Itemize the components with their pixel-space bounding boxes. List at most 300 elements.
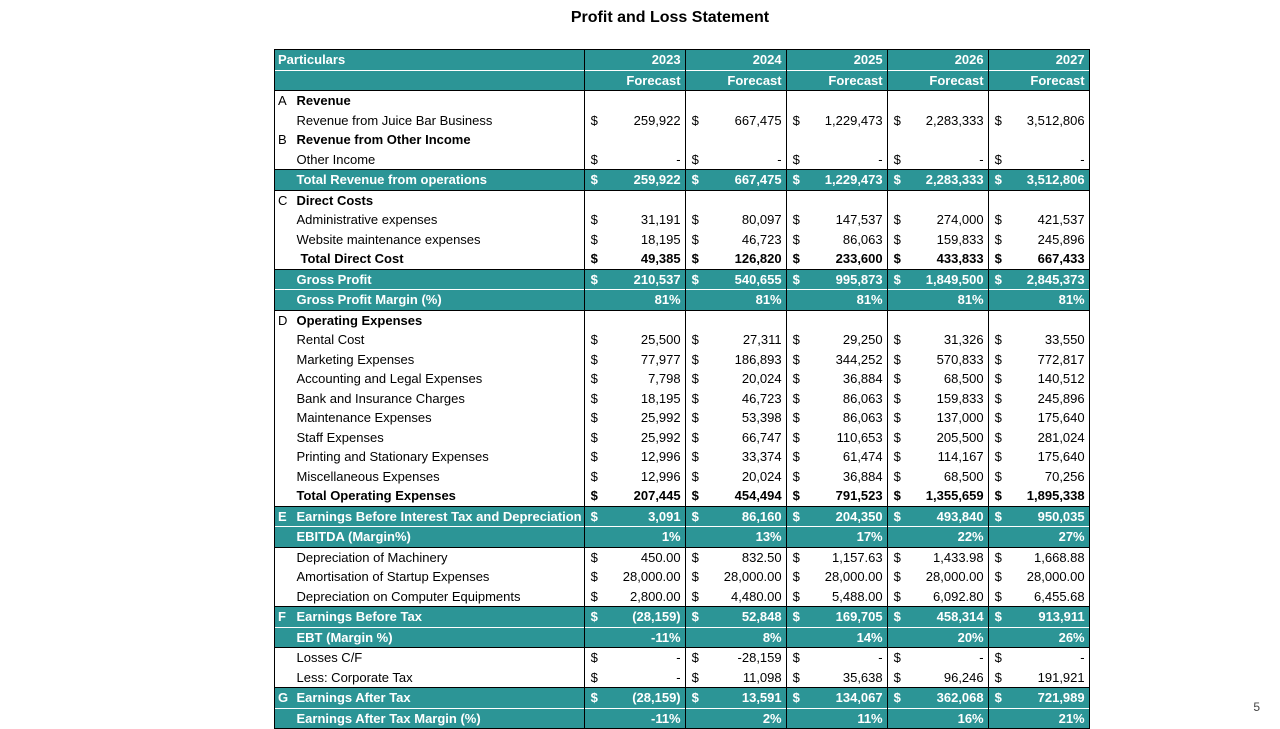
row-label: Revenue from Juice Bar Business bbox=[295, 111, 585, 131]
row-letter bbox=[275, 467, 295, 487]
row-label: Gross Profit Margin (%) bbox=[295, 290, 585, 311]
amount: 362,068 bbox=[936, 690, 984, 706]
row-letter bbox=[275, 269, 295, 290]
currency-symbol: $ bbox=[792, 690, 800, 705]
amount: 86,063 bbox=[842, 231, 883, 247]
amount: 11,098 bbox=[742, 669, 782, 685]
row-letter bbox=[275, 230, 295, 250]
currency-symbol: $ bbox=[994, 650, 1002, 665]
amount: 96,246 bbox=[943, 669, 984, 685]
value-cell bbox=[584, 150, 685, 170]
currency-symbol: $ bbox=[590, 112, 598, 128]
value-cell bbox=[887, 350, 988, 370]
value-cell bbox=[786, 688, 887, 709]
amount: 33,550 bbox=[1044, 332, 1085, 348]
value-cell bbox=[988, 447, 1089, 467]
value-cell bbox=[584, 428, 685, 448]
currency-symbol: $ bbox=[893, 488, 901, 503]
value-cell bbox=[988, 111, 1089, 131]
value-cell bbox=[584, 527, 685, 548]
value-cell bbox=[786, 467, 887, 487]
value-cell bbox=[988, 389, 1089, 409]
currency-symbol: $ bbox=[792, 488, 800, 503]
value-cell bbox=[988, 350, 1089, 370]
currency-symbol: $ bbox=[590, 172, 598, 187]
value-cell bbox=[584, 350, 685, 370]
amount: - bbox=[676, 151, 681, 167]
row-letter bbox=[275, 249, 295, 269]
amount: - bbox=[1080, 151, 1085, 167]
amount: 46,723 bbox=[741, 390, 782, 406]
value-cell bbox=[988, 627, 1089, 648]
amount: 110,653 bbox=[836, 429, 883, 445]
amount: 421,537 bbox=[1037, 212, 1085, 228]
value-cell bbox=[685, 648, 786, 668]
currency-symbol: $ bbox=[994, 151, 1002, 167]
value-cell bbox=[988, 506, 1089, 527]
table-row bbox=[275, 310, 1090, 330]
value-cell bbox=[988, 648, 1089, 668]
amount: 1,229,473 bbox=[824, 172, 883, 188]
currency-symbol: $ bbox=[691, 151, 699, 167]
value-cell bbox=[584, 708, 685, 729]
amount: 27% bbox=[1058, 529, 1085, 545]
value-cell bbox=[988, 130, 1089, 150]
row-label: Rental Cost bbox=[295, 330, 585, 350]
value-cell bbox=[584, 587, 685, 607]
row-label: Maintenance Expenses bbox=[295, 408, 585, 428]
table-row bbox=[275, 389, 1090, 409]
value-cell bbox=[584, 389, 685, 409]
currency-symbol: $ bbox=[994, 549, 1002, 565]
value-cell bbox=[786, 190, 887, 210]
currency-symbol: $ bbox=[691, 488, 699, 503]
currency-symbol: $ bbox=[590, 390, 598, 406]
row-label: Staff Expenses bbox=[295, 428, 585, 448]
amount: 344,252 bbox=[835, 351, 883, 367]
amount: 25,500 bbox=[640, 332, 681, 348]
amount: 137,000 bbox=[936, 410, 984, 426]
amount: 3,512,806 bbox=[1026, 172, 1085, 188]
amount: 17% bbox=[856, 529, 883, 545]
currency-symbol: $ bbox=[691, 429, 699, 445]
amount: 29,250 bbox=[842, 332, 883, 348]
table-row bbox=[275, 428, 1090, 448]
table-row bbox=[275, 150, 1090, 170]
row-label: Losses C/F bbox=[295, 648, 585, 668]
row-letter: C bbox=[275, 190, 295, 210]
amount: 86,063 bbox=[842, 410, 883, 426]
header-year-2024: 2024 bbox=[685, 50, 786, 71]
table-row bbox=[275, 607, 1090, 628]
currency-symbol: $ bbox=[994, 351, 1002, 367]
value-cell bbox=[988, 486, 1089, 506]
value-cell bbox=[887, 389, 988, 409]
amount: 20,024 bbox=[741, 371, 782, 387]
value-cell bbox=[584, 230, 685, 250]
currency-symbol: $ bbox=[691, 231, 699, 247]
row-letter bbox=[275, 350, 295, 370]
value-cell bbox=[685, 170, 786, 191]
table-row bbox=[275, 506, 1090, 527]
currency-symbol: $ bbox=[994, 690, 1002, 705]
amount: 80,097 bbox=[741, 212, 782, 228]
amount: 1,157.63 bbox=[832, 549, 883, 565]
amount: 33,374 bbox=[741, 449, 782, 465]
value-cell bbox=[786, 170, 887, 191]
amount: 2% bbox=[762, 710, 782, 726]
amount: 26% bbox=[1058, 629, 1085, 645]
currency-symbol: $ bbox=[893, 212, 901, 227]
currency-symbol: $ bbox=[994, 410, 1002, 425]
header-row-forecast bbox=[275, 70, 1090, 91]
row-label: Other Income bbox=[295, 150, 585, 170]
currency-symbol: $ bbox=[893, 569, 901, 584]
row-label: Marketing Expenses bbox=[295, 350, 585, 370]
currency-symbol: $ bbox=[590, 468, 598, 484]
table-row bbox=[275, 190, 1090, 210]
value-cell bbox=[685, 547, 786, 567]
currency-symbol: $ bbox=[893, 609, 901, 624]
table-row bbox=[275, 230, 1090, 250]
row-label: Earnings After Tax Margin (%) bbox=[295, 708, 585, 729]
value-cell bbox=[988, 688, 1089, 709]
row-label: Less: Corporate Tax bbox=[295, 668, 585, 688]
amount: -11% bbox=[650, 629, 681, 645]
currency-symbol: $ bbox=[792, 588, 800, 604]
currency-symbol: $ bbox=[792, 449, 800, 464]
value-cell bbox=[786, 389, 887, 409]
currency-symbol: $ bbox=[994, 212, 1002, 227]
table-row bbox=[275, 330, 1090, 350]
header-year-2026: 2026 bbox=[887, 50, 988, 71]
value-cell bbox=[988, 290, 1089, 311]
value-cell bbox=[786, 648, 887, 668]
amount: 995,873 bbox=[835, 271, 883, 287]
value-cell bbox=[887, 467, 988, 487]
amount: 186,893 bbox=[734, 351, 782, 367]
table-row bbox=[275, 210, 1090, 230]
amount: 36,884 bbox=[842, 371, 883, 387]
amount: 205,500 bbox=[936, 429, 984, 445]
value-cell bbox=[685, 527, 786, 548]
value-cell bbox=[786, 230, 887, 250]
row-letter bbox=[275, 486, 295, 506]
value-cell bbox=[786, 150, 887, 170]
amount: 772,817 bbox=[1037, 351, 1085, 367]
currency-symbol: $ bbox=[893, 549, 901, 565]
row-label: EBT (Margin %) bbox=[295, 627, 585, 648]
currency-symbol: $ bbox=[691, 371, 699, 386]
amount: 454,494 bbox=[734, 488, 782, 504]
table-row bbox=[275, 627, 1090, 648]
value-cell bbox=[786, 587, 887, 607]
value-cell bbox=[685, 230, 786, 250]
amount: 52,848 bbox=[741, 609, 782, 625]
value-cell bbox=[685, 369, 786, 389]
amount: -28,159 bbox=[737, 650, 782, 666]
amount: 81% bbox=[755, 292, 782, 308]
currency-symbol: $ bbox=[994, 371, 1002, 386]
row-label: Earnings After Tax bbox=[295, 688, 585, 709]
currency-symbol: $ bbox=[590, 351, 598, 367]
currency-symbol: $ bbox=[691, 271, 699, 287]
amount: 86,160 bbox=[741, 508, 782, 524]
table-row bbox=[275, 467, 1090, 487]
table-row bbox=[275, 648, 1090, 668]
value-cell bbox=[584, 249, 685, 269]
amount: 259,922 bbox=[633, 112, 681, 128]
row-label: Gross Profit bbox=[295, 269, 585, 290]
amount: 28,000.00 bbox=[723, 569, 782, 585]
value-cell bbox=[786, 130, 887, 150]
value-cell bbox=[685, 350, 786, 370]
value-cell bbox=[988, 210, 1089, 230]
amount: 134,067 bbox=[835, 690, 883, 706]
row-letter bbox=[275, 627, 295, 648]
value-cell bbox=[887, 91, 988, 111]
row-label: Bank and Insurance Charges bbox=[295, 389, 585, 409]
amount: 2,283,333 bbox=[925, 112, 984, 128]
value-cell bbox=[887, 627, 988, 648]
row-letter bbox=[275, 527, 295, 548]
value-cell bbox=[887, 190, 988, 210]
value-cell bbox=[887, 527, 988, 548]
currency-symbol: $ bbox=[792, 212, 800, 227]
table-row bbox=[275, 688, 1090, 709]
profit-loss-table bbox=[274, 49, 1090, 729]
amount: 27,311 bbox=[742, 332, 782, 348]
amount: 2,283,333 bbox=[925, 172, 984, 188]
currency-symbol: $ bbox=[792, 172, 800, 187]
amount: 667,475 bbox=[734, 112, 782, 128]
currency-symbol: $ bbox=[792, 468, 800, 484]
currency-symbol: $ bbox=[893, 371, 901, 386]
value-cell bbox=[887, 230, 988, 250]
value-cell bbox=[887, 688, 988, 709]
value-cell bbox=[887, 708, 988, 729]
amount: 28,000.00 bbox=[1026, 569, 1085, 585]
amount: 191,921 bbox=[1037, 669, 1085, 685]
currency-symbol: $ bbox=[691, 251, 699, 266]
amount: 3,512,806 bbox=[1026, 112, 1085, 128]
value-cell bbox=[584, 627, 685, 648]
value-cell bbox=[584, 567, 685, 587]
amount: 233,600 bbox=[835, 251, 883, 267]
value-cell bbox=[584, 688, 685, 709]
currency-symbol: $ bbox=[792, 332, 800, 347]
amount: 210,537 bbox=[633, 271, 681, 287]
amount: 11% bbox=[857, 710, 883, 726]
value-cell bbox=[786, 111, 887, 131]
row-label: Miscellaneous Expenses bbox=[295, 467, 585, 487]
currency-symbol: $ bbox=[691, 390, 699, 406]
row-label: Total Revenue from operations bbox=[295, 170, 585, 191]
amount: - bbox=[676, 669, 681, 685]
row-label: Total Direct Cost bbox=[295, 249, 585, 269]
amount: 13% bbox=[755, 529, 782, 545]
currency-symbol: $ bbox=[994, 468, 1002, 484]
header-year-2027: 2027 bbox=[988, 50, 1089, 71]
value-cell bbox=[887, 249, 988, 269]
value-cell bbox=[685, 249, 786, 269]
currency-symbol: $ bbox=[893, 271, 901, 287]
currency-symbol: $ bbox=[792, 271, 800, 287]
value-cell bbox=[786, 447, 887, 467]
amount: 81% bbox=[654, 292, 681, 308]
currency-symbol: $ bbox=[994, 449, 1002, 464]
currency-symbol: $ bbox=[893, 251, 901, 266]
currency-symbol: $ bbox=[590, 449, 598, 464]
value-cell bbox=[685, 389, 786, 409]
amount: 1% bbox=[661, 529, 681, 545]
currency-symbol: $ bbox=[691, 332, 699, 347]
amount: 950,035 bbox=[1037, 508, 1085, 524]
amount: 493,840 bbox=[936, 508, 984, 524]
amount: 175,640 bbox=[1037, 410, 1085, 426]
currency-symbol: $ bbox=[893, 151, 901, 167]
amount: 81% bbox=[856, 292, 883, 308]
amount: 18,195 bbox=[640, 390, 681, 406]
amount: 245,896 bbox=[1037, 390, 1085, 406]
value-cell bbox=[887, 310, 988, 330]
page-number: 5 bbox=[1253, 700, 1260, 714]
amount: 21% bbox=[1058, 710, 1085, 726]
amount: 46,723 bbox=[741, 231, 782, 247]
value-cell bbox=[786, 350, 887, 370]
currency-symbol: $ bbox=[893, 390, 901, 406]
value-cell bbox=[584, 486, 685, 506]
row-letter bbox=[275, 150, 295, 170]
value-cell bbox=[988, 230, 1089, 250]
amount: 28,000.00 bbox=[622, 569, 681, 585]
row-label: EBITDA (Margin%) bbox=[295, 527, 585, 548]
currency-symbol: $ bbox=[994, 669, 1002, 685]
row-letter bbox=[275, 111, 295, 131]
amount: - bbox=[777, 151, 782, 167]
value-cell bbox=[786, 91, 887, 111]
currency-symbol: $ bbox=[691, 690, 699, 705]
currency-symbol: $ bbox=[691, 112, 699, 128]
row-letter bbox=[275, 408, 295, 428]
row-letter bbox=[275, 648, 295, 668]
currency-symbol: $ bbox=[994, 588, 1002, 604]
row-label: Accounting and Legal Expenses bbox=[295, 369, 585, 389]
row-label: Direct Costs bbox=[295, 190, 585, 210]
row-letter bbox=[275, 290, 295, 311]
value-cell bbox=[685, 467, 786, 487]
row-letter bbox=[275, 668, 295, 688]
row-label: Operating Expenses bbox=[295, 310, 585, 330]
amount: 147,537 bbox=[835, 212, 883, 228]
value-cell bbox=[685, 150, 786, 170]
value-cell bbox=[685, 506, 786, 527]
value-cell bbox=[786, 486, 887, 506]
row-letter bbox=[275, 170, 295, 191]
currency-symbol: $ bbox=[994, 231, 1002, 247]
value-cell bbox=[887, 648, 988, 668]
value-cell bbox=[584, 668, 685, 688]
currency-symbol: $ bbox=[893, 650, 901, 665]
currency-symbol: $ bbox=[792, 569, 800, 584]
amount: 1,229,473 bbox=[824, 112, 883, 128]
amount: 1,895,338 bbox=[1026, 488, 1085, 504]
table-row bbox=[275, 527, 1090, 548]
currency-symbol: $ bbox=[590, 669, 598, 685]
value-cell bbox=[988, 408, 1089, 428]
value-cell bbox=[685, 486, 786, 506]
amount: - bbox=[878, 650, 883, 666]
value-cell bbox=[584, 210, 685, 230]
header-forecast: Forecast bbox=[786, 70, 887, 91]
amount: 28,000.00 bbox=[925, 569, 984, 585]
currency-symbol: $ bbox=[691, 410, 699, 425]
value-cell bbox=[786, 668, 887, 688]
amount: 2,800.00 bbox=[630, 588, 681, 604]
table-row bbox=[275, 130, 1090, 150]
value-cell bbox=[584, 310, 685, 330]
currency-symbol: $ bbox=[792, 151, 800, 167]
amount: 53,398 bbox=[741, 410, 782, 426]
currency-symbol: $ bbox=[994, 332, 1002, 347]
amount: 540,655 bbox=[734, 271, 782, 287]
table-row bbox=[275, 290, 1090, 311]
currency-symbol: $ bbox=[590, 371, 598, 386]
currency-symbol: $ bbox=[994, 508, 1002, 524]
currency-symbol: $ bbox=[893, 172, 901, 187]
amount: 570,833 bbox=[936, 351, 984, 367]
table-row bbox=[275, 447, 1090, 467]
amount: 1,849,500 bbox=[925, 271, 984, 287]
row-label: Total Operating Expenses bbox=[295, 486, 585, 506]
value-cell bbox=[988, 428, 1089, 448]
value-cell bbox=[685, 408, 786, 428]
value-cell bbox=[988, 249, 1089, 269]
amount: 1,668.88 bbox=[1034, 549, 1085, 565]
header-forecast: Forecast bbox=[584, 70, 685, 91]
value-cell bbox=[887, 486, 988, 506]
header-forecast: Forecast bbox=[988, 70, 1089, 91]
row-letter: F bbox=[275, 607, 295, 628]
currency-symbol: $ bbox=[792, 410, 800, 425]
amount: 207,445 bbox=[633, 488, 681, 504]
value-cell bbox=[685, 688, 786, 709]
amount: 13,591 bbox=[741, 690, 782, 706]
row-letter bbox=[275, 587, 295, 607]
value-cell bbox=[786, 249, 887, 269]
value-cell bbox=[786, 290, 887, 311]
currency-symbol: $ bbox=[994, 172, 1002, 187]
table-row bbox=[275, 587, 1090, 607]
table-row bbox=[275, 547, 1090, 567]
currency-symbol: $ bbox=[792, 429, 800, 445]
table-row bbox=[275, 269, 1090, 290]
row-label: Earnings Before Tax bbox=[295, 607, 585, 628]
value-cell bbox=[988, 708, 1089, 729]
value-cell bbox=[887, 290, 988, 311]
value-cell bbox=[887, 547, 988, 567]
amount: (28,159) bbox=[632, 690, 681, 706]
value-cell bbox=[988, 527, 1089, 548]
amount: 245,896 bbox=[1037, 231, 1085, 247]
amount: 35,638 bbox=[842, 669, 883, 685]
value-cell bbox=[584, 547, 685, 567]
value-cell bbox=[685, 330, 786, 350]
value-cell bbox=[786, 310, 887, 330]
value-cell bbox=[584, 467, 685, 487]
row-letter: D bbox=[275, 310, 295, 330]
currency-symbol: $ bbox=[590, 650, 598, 665]
